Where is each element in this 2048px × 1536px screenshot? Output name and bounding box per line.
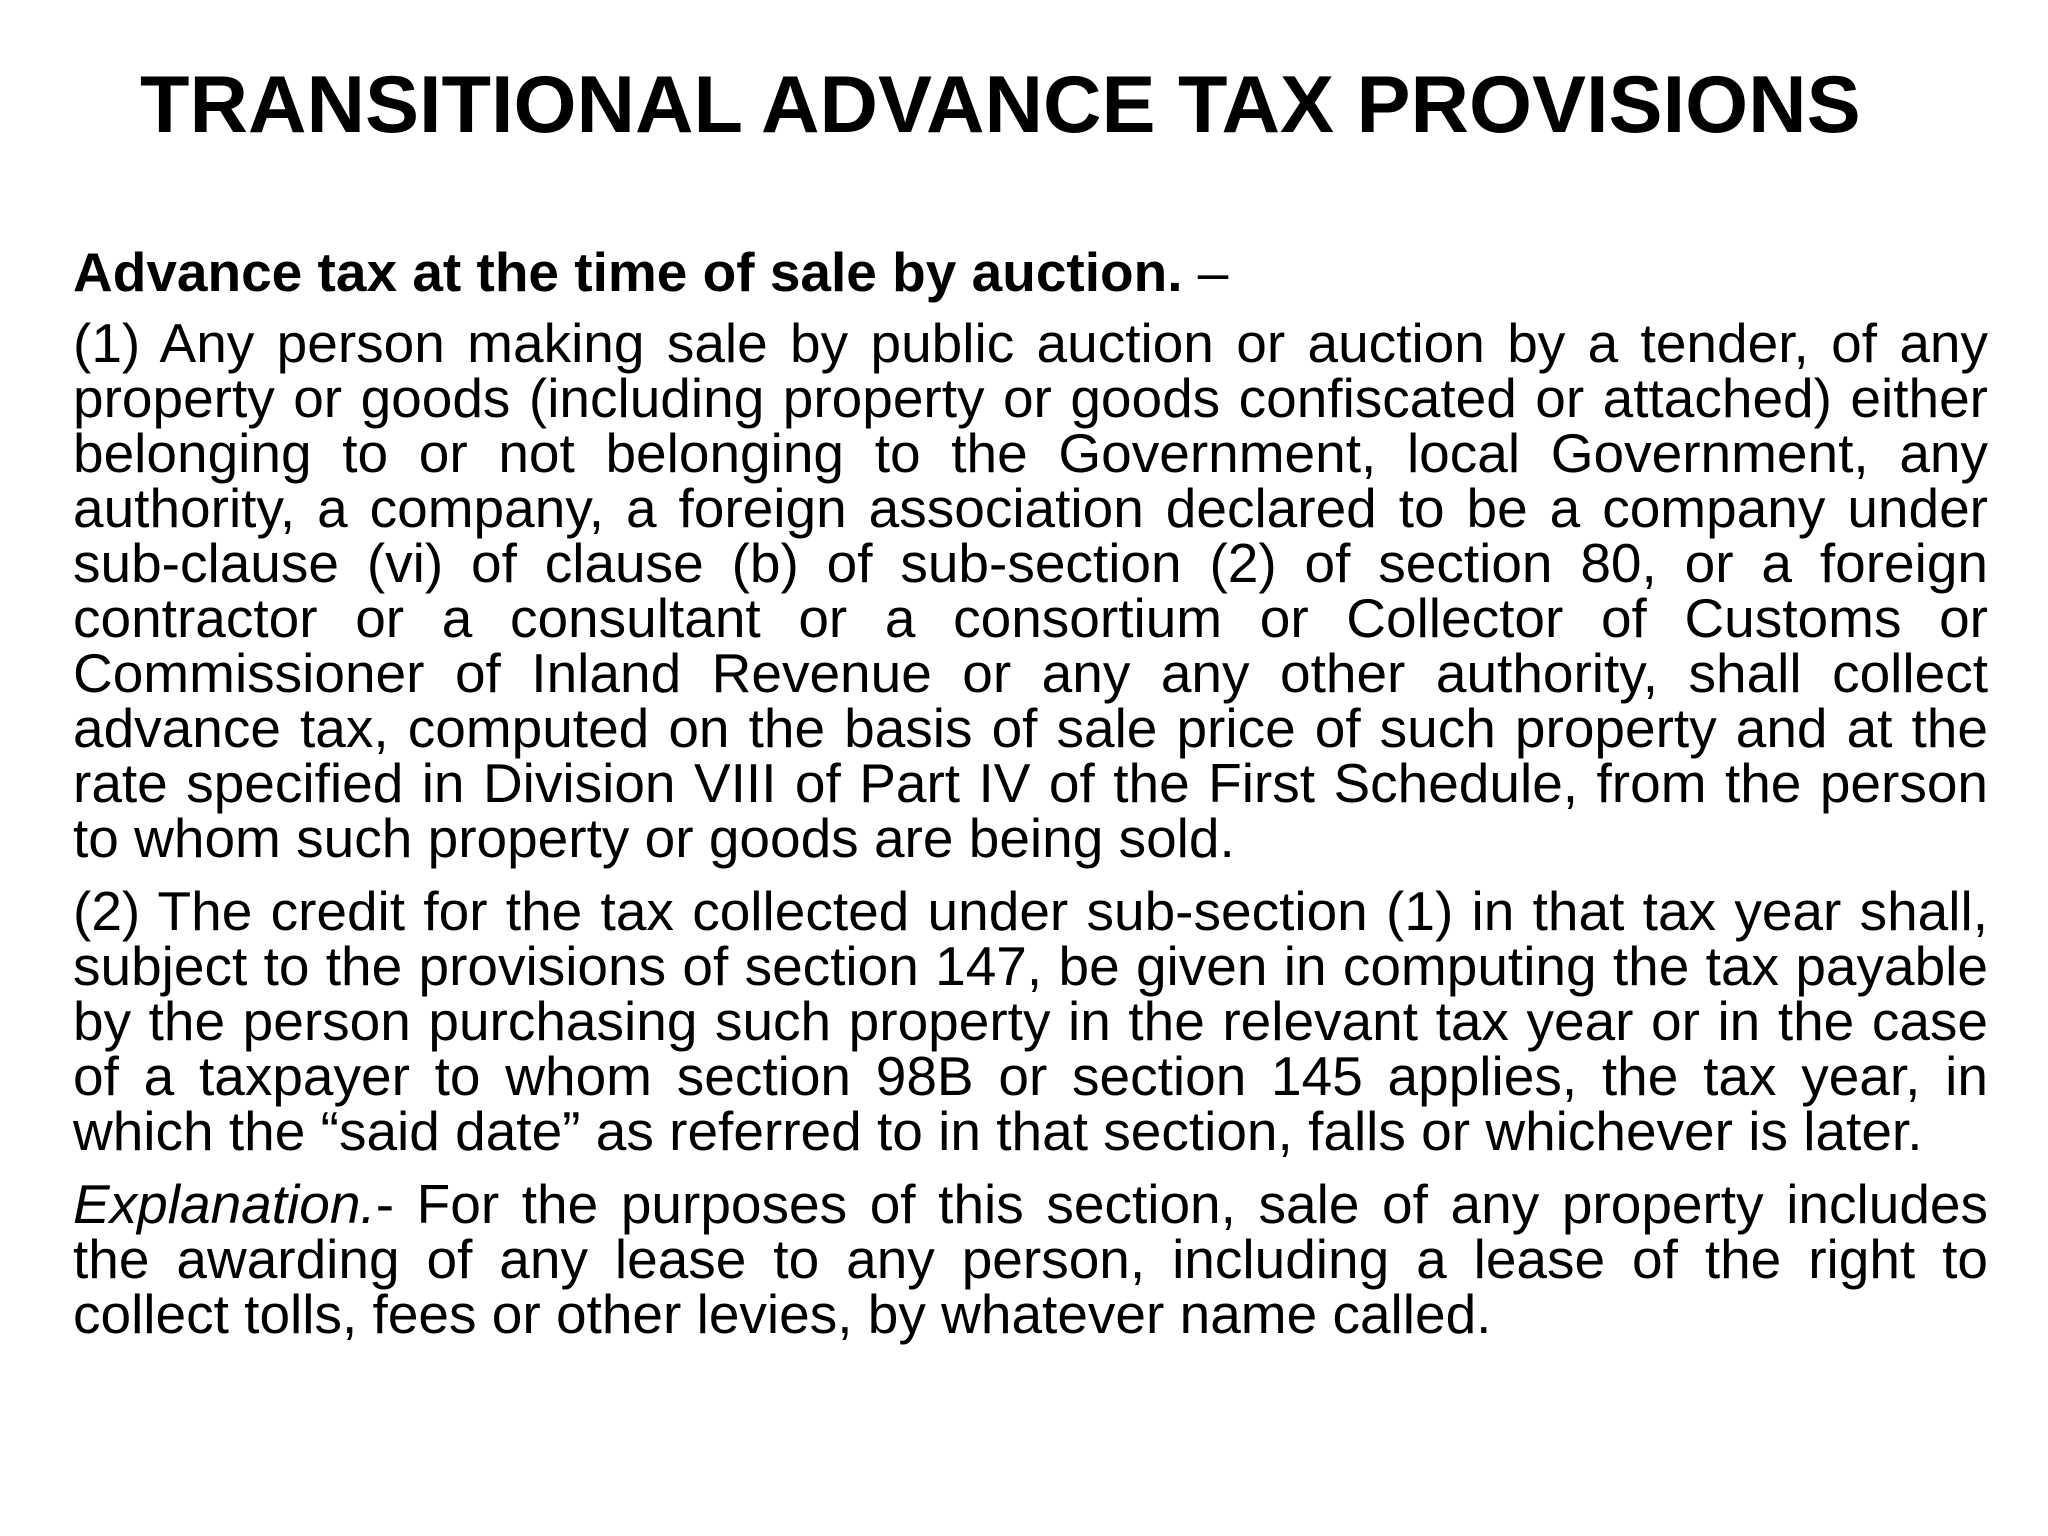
section-heading-dash: – [1182,241,1229,303]
subsection-1-paragraph: (1) Any person making sale by public auction or auction by a tender, of any property or goods (including property or goods confiscated or attached) either belonging to or not belonging to the Government, local Government, any authority, a company, a foreign association declared to be a company under sub-clause (vi) of clause (b) of sub-section (2) of section 80, or a foreign contractor or a consultant or a consortium or Collector of Customs or Commissioner of Inland Revenue or any any other authority, shall collect advance tax, computed on the basis of sale price of such property and at the rate specified in Division VIII of Part IV of the First Schedule, from the person to whom such property or goods are being sold. [73,312,1988,869]
page-title: TRANSITIONAL ADVANCE TAX PROVISIONS [140,60,1861,150]
explanation-text: - For the purposes of this section, sale of any property includes the awarding of any lease to any person, including a lease of the right to collect tolls, fees or other levies, by whatever name called. [73,1173,1988,1345]
section-heading [73,241,1988,303]
section-body [73,241,1988,1360]
explanation-paragraph [73,1173,1988,1345]
section-heading-text: Advance tax at the time of sale by auction. [73,241,1183,303]
subsection-2-paragraph: (2) The credit for the tax collected under sub-section (1) in that tax year shall, subject to the provisions of section 147, be given in computing the tax payable by the person purchasing such property in the relevant tax year or in the case of a taxpayer to whom section 98B or section 145 applies, the tax year, in which the “said date” as referred to in that section, falls or whichever is later. [73,880,1988,1162]
explanation-label: Explanation. [73,1173,376,1235]
